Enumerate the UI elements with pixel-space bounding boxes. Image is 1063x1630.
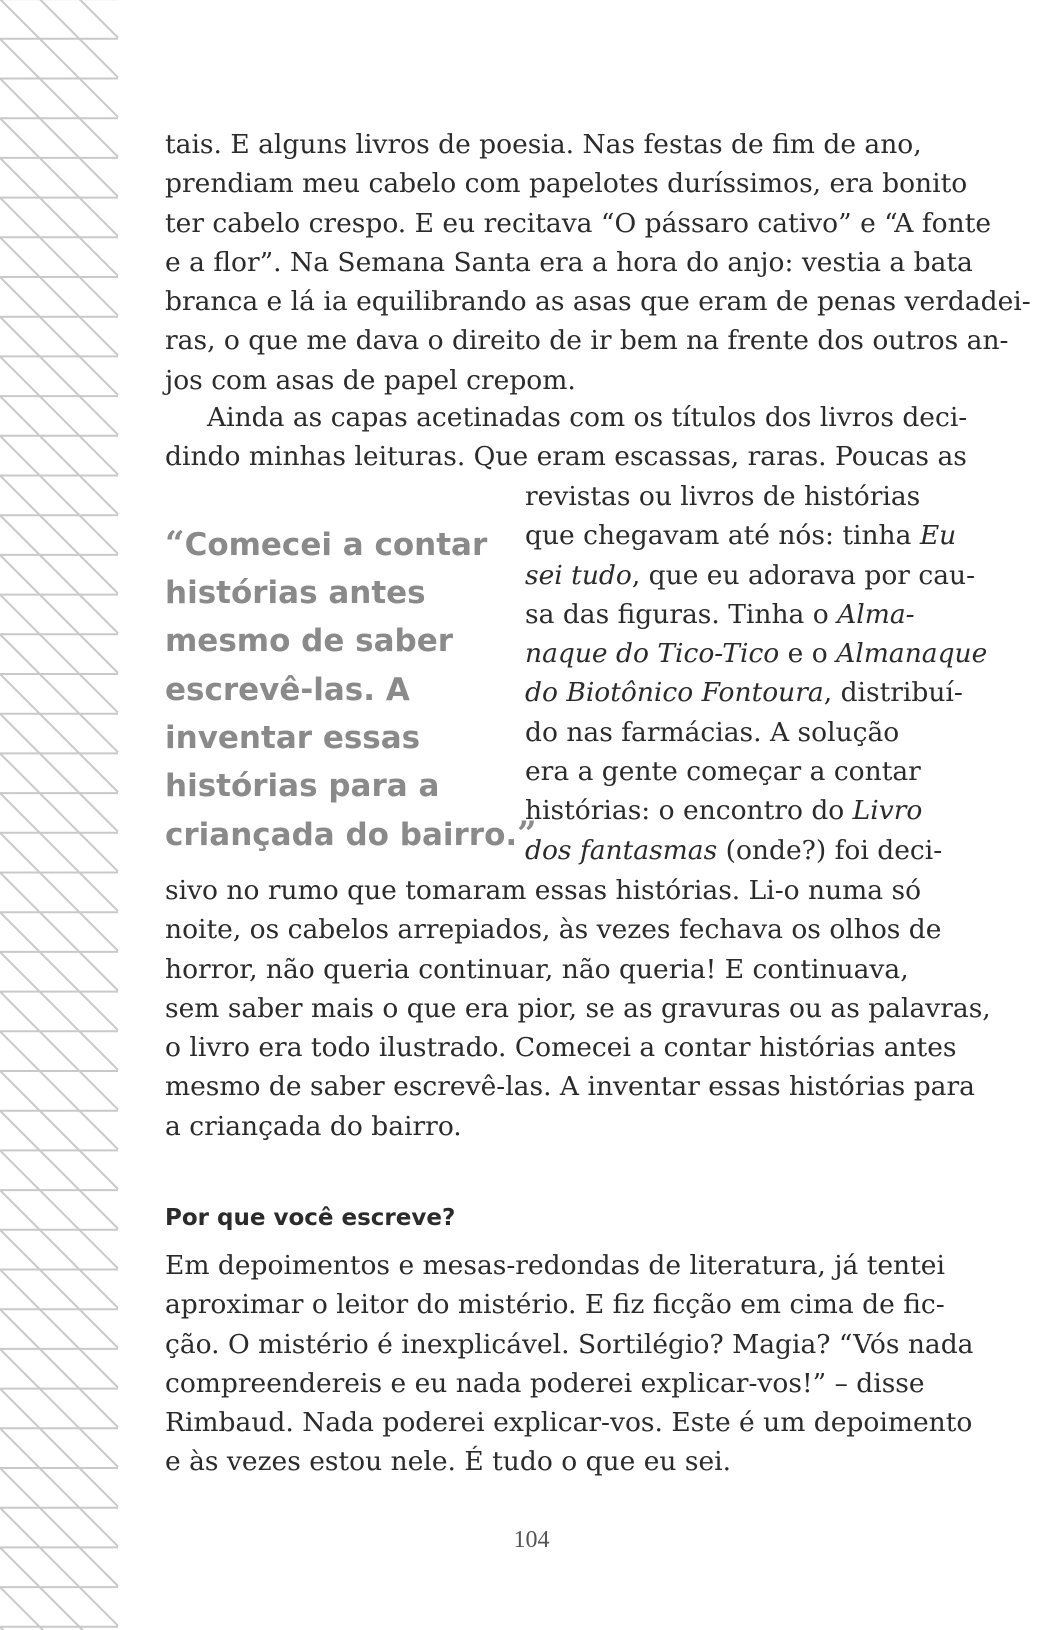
pattern-diagonal-line [0, 356, 118, 474]
pattern-diagonal-line [0, 39, 118, 157]
pattern-diagonal-line [0, 277, 118, 395]
pattern-diagonal-line [0, 1547, 118, 1630]
text-line: aproximar o leitor do mistério. E fiz ficção em cima de fic- [165, 1289, 945, 1321]
pull-quote-line: criançada do bairro.” [165, 814, 537, 855]
pattern-diagonal-line [0, 595, 118, 713]
pattern-diagonal-line [0, 873, 118, 991]
pull-quote-line: “Comecei a contar [165, 524, 488, 564]
section-heading: Por que você escreve? [165, 1205, 456, 1231]
second-paragraph-start [165, 398, 968, 477]
pattern-diagonal-line [0, 198, 118, 316]
text-line: naque do Tico-Tico e o Almanaque [525, 638, 988, 670]
second-paragraph-end [165, 871, 991, 1146]
pattern-diagonal-line [0, 1349, 118, 1467]
pattern-diagonal-line [0, 753, 118, 871]
pattern-diagonal-line [0, 1031, 118, 1149]
pull-quote-line: inventar essas [165, 719, 421, 756]
pattern-diagonal-line [0, 1270, 118, 1388]
open-quote-mark: “ [165, 524, 185, 564]
pattern-diagonal-line [0, 1309, 118, 1427]
text-line: sei tudo, que eu adorava por cau- [525, 559, 976, 591]
pattern-diagonal-line [0, 674, 118, 792]
pattern-diagonal-line [0, 237, 118, 355]
pull-quote-line: mesmo de saber [165, 623, 454, 660]
pattern-diagonal-line [0, 396, 118, 514]
text-line: e a flor”. Na Semana Santa era a hora do anjo: vestia a bata [165, 246, 973, 278]
pattern-diagonal-line [0, 1071, 118, 1189]
page-number: 104 [513, 1527, 550, 1553]
text-line: prendiam meu cabelo com papelotes duríssimos, era bonito [165, 168, 968, 200]
pattern-diagonal-line [0, 634, 118, 752]
text-line: Em depoimentos e mesas-redondas de literatura, já tentei [165, 1250, 945, 1281]
pattern-diagonal-line [0, 1150, 118, 1268]
pattern-diagonal-line [0, 1389, 118, 1507]
pattern-diagonal-line [0, 1190, 118, 1308]
text-line: branca e lá ia equilibrando as asas que eram de penas verdadei- [165, 286, 1031, 318]
text-line: histórias: o encontro do Livro [525, 795, 923, 827]
text-line: ter cabelo crespo. E eu recitava “O pássaro cativo” e “A fonte [165, 207, 992, 239]
text-line: mesmo de saber escrevê-las. A inventar essas histórias para [165, 1071, 975, 1103]
answer-paragraph [165, 1246, 974, 1482]
text-line: revistas ou livros de histórias [525, 481, 921, 512]
text-line: tais. E alguns livros de poesia. Nas festas de fim de ano, [165, 129, 922, 160]
text-line: ção. O mistério é inexplicável. Sortilégio? Magia? “Vós nada [165, 1328, 974, 1360]
pull-quote-line: histórias antes [165, 575, 426, 612]
pull-quote-line: histórias para a [165, 768, 440, 805]
pattern-diagonal-line [0, 912, 118, 1030]
pattern-diagonal-line [0, 476, 118, 594]
text-line: sa das figuras. Tinha o Alma- [525, 598, 915, 630]
pattern-diagonal-line [0, 555, 118, 673]
text-line: do nas farmácias. A solução [525, 716, 900, 748]
text-line: horror, não queria continuar, não queria! E continuava, [165, 953, 909, 985]
pattern-diagonal-line [0, 515, 118, 633]
text-line: compreendereis e eu nada poderei explicar-vos!” – disse [165, 1367, 925, 1399]
pattern-diagonal-line [0, 793, 118, 911]
pattern-diagonal-line [0, 436, 118, 554]
text-line: dindo minhas leituras. Que eram escassas, raras. Poucas as [165, 441, 967, 473]
text-line: jos com asas de papel crepom. [165, 364, 576, 396]
pattern-diagonal-line [0, 1111, 118, 1229]
pattern-diagonal-line [0, 952, 118, 1070]
pattern-diagonal-line [0, 317, 118, 435]
pattern-diagonal-line [0, 118, 118, 236]
text-line: Rimbaud. Nada poderei explicar-vos. Este é um depoimento [165, 1407, 973, 1439]
text-line: que chegavam até nós: tinha Eu [525, 520, 957, 552]
decorative-diagonal-pattern [0, 0, 125, 1630]
text-line: sivo no rumo que tomaram essas histórias. Li-o numa só [165, 875, 922, 906]
pattern-diagonal-line [0, 992, 118, 1110]
text-line: era a gente começar a contar [525, 756, 921, 788]
close-quote-mark: ” [517, 814, 537, 855]
pattern-diagonal-line [0, 1508, 118, 1626]
text-line: Ainda as capas acetinadas com os títulos dos livros deci- [207, 402, 968, 433]
pattern-diagonal-line [0, 158, 118, 276]
text-line: sem saber mais o que era pior, se as gravuras ou as palavras, [165, 992, 991, 1024]
text-line: a criançada do bairro. [165, 1110, 462, 1142]
text-line: o livro era todo ilustrado. Comecei a contar histórias antes [165, 1032, 957, 1064]
text-line: e às vezes estou nele. É tudo o que eu sei. [165, 1446, 732, 1478]
pattern-diagonal-line [0, 79, 118, 197]
top-paragraph [165, 125, 1031, 400]
text-line: noite, os cabelos arrepiados, às vezes fechava os olhos de [165, 914, 942, 946]
pattern-diagonal-line [0, 1230, 118, 1348]
pattern-diagonal-line [0, 714, 118, 832]
text-line: ras, o que me dava o direito de ir bem na frente dos outros an- [165, 325, 1009, 357]
text-line: dos fantasmas (onde?) foi deci- [525, 834, 943, 866]
pull-quote [165, 520, 537, 859]
pull-quote-line: escrevê-las. A [165, 671, 410, 708]
pattern-diagonal-line [0, 833, 118, 951]
text-line: do Biotônico Fontoura, distribuí- [525, 677, 963, 709]
